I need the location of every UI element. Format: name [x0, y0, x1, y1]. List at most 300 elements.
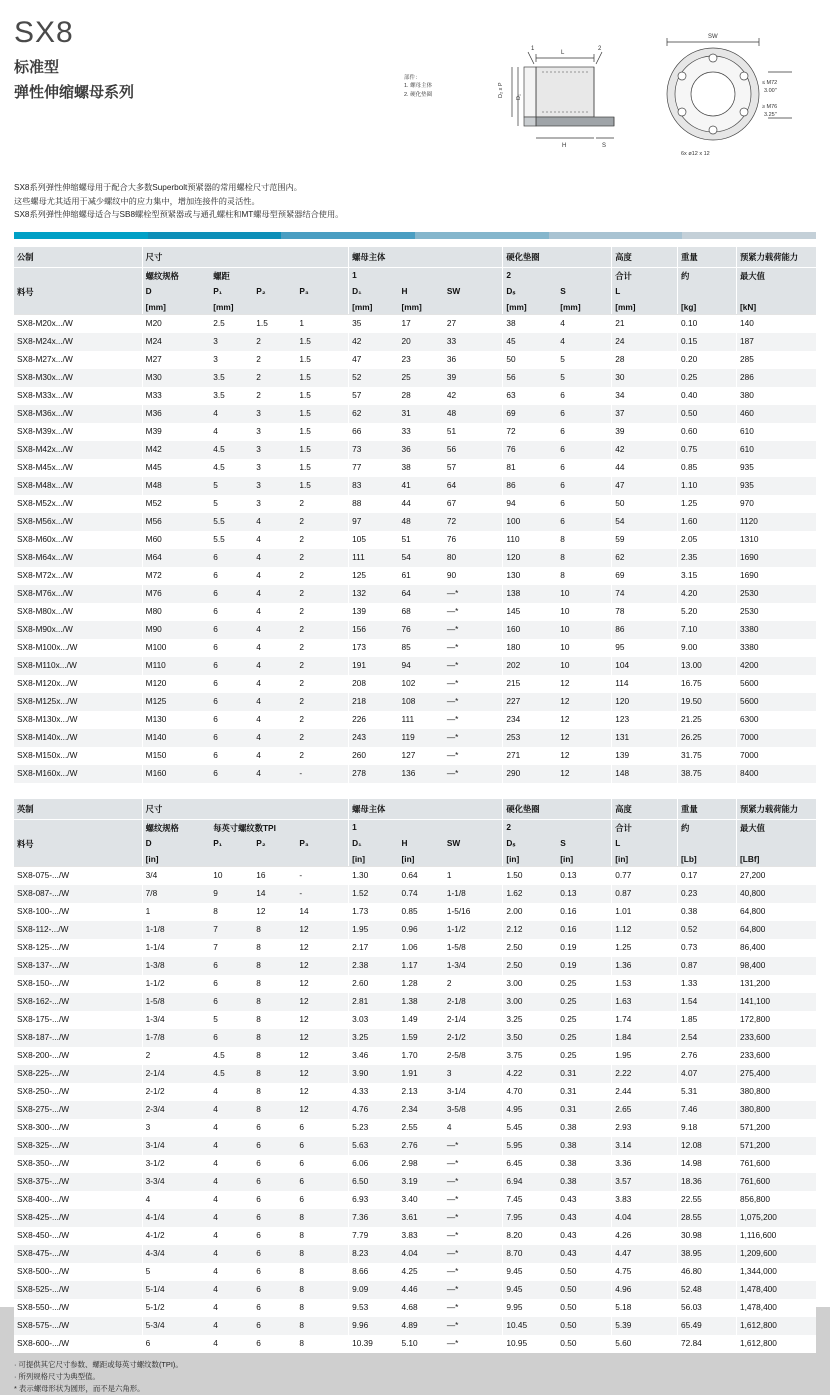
metric-subheader-thread: 螺纹规格: [142, 268, 210, 285]
table-cell: M56: [142, 513, 210, 531]
table-cell: 9.18: [678, 1119, 737, 1137]
table-cell: 2-1/2: [142, 1083, 210, 1101]
table-cell: 39: [444, 369, 503, 387]
table-row: [14, 333, 816, 351]
table-cell: M27: [142, 351, 210, 369]
table-cell: 39: [612, 423, 678, 441]
table-cell: 7000: [737, 729, 817, 747]
table-cell: 102: [399, 675, 444, 693]
table-cell: 6.94: [503, 1173, 557, 1191]
product-drawing: [404, 22, 806, 162]
table-cell: 56: [503, 369, 557, 387]
table-cell: 3.25: [503, 1011, 557, 1029]
table-cell: 2: [296, 495, 348, 513]
table-cell: 4: [210, 1101, 253, 1119]
table-cell: 6: [253, 1173, 296, 1191]
table-cell: 761,600: [737, 1155, 817, 1173]
metric-header-weight: 重量: [678, 247, 737, 268]
table-cell: 160: [503, 621, 557, 639]
table-cell: SX8-325-.../W: [14, 1137, 142, 1155]
table-cell: 4.5: [210, 441, 253, 459]
table-cell: 1.70: [399, 1047, 444, 1065]
table-cell: SX8-M72x.../W: [14, 567, 142, 585]
table-cell: 1.50: [503, 867, 557, 886]
table-cell: M125: [142, 693, 210, 711]
table-cell: SX8-M150x.../W: [14, 747, 142, 765]
table-cell: —*: [444, 1137, 503, 1155]
table-cell: 2: [253, 351, 296, 369]
table-cell: 2.65: [612, 1101, 678, 1119]
table-cell: 1.28: [399, 975, 444, 993]
table-cell: 0.25: [557, 1029, 611, 1047]
footnote-line: · 所列规格尺寸为典型值。: [14, 1371, 100, 1381]
table-cell: 4.04: [399, 1245, 444, 1263]
table-cell: 52: [349, 369, 399, 387]
table-cell: 3/4: [142, 867, 210, 886]
table-cell: 54: [399, 549, 444, 567]
table-cell: 2: [296, 657, 348, 675]
table-cell: 3.83: [399, 1227, 444, 1245]
table-cell: —*: [444, 657, 503, 675]
table-cell: 4.25: [399, 1263, 444, 1281]
table-cell: 4: [210, 1209, 253, 1227]
table-cell: 0.50: [557, 1299, 611, 1317]
imperial-unit-d: [in]: [142, 852, 210, 867]
imperial-header-system: 英制: [14, 799, 142, 820]
table-cell: 10: [557, 621, 611, 639]
table-cell: —*: [444, 1317, 503, 1335]
table-cell: 1310: [737, 531, 817, 549]
table-cell: 4: [210, 1335, 253, 1353]
metric-unit-p: [mm]: [210, 300, 348, 315]
table-cell: SX8-M30x.../W: [14, 369, 142, 387]
table-cell: 1-3/4: [142, 1011, 210, 1029]
table-cell: 97: [349, 513, 399, 531]
table-cell: 1.63: [612, 993, 678, 1011]
table-cell: —*: [444, 639, 503, 657]
table-cell: —*: [444, 1335, 503, 1353]
table-cell: 4: [253, 711, 296, 729]
table-row: [14, 747, 816, 765]
table-cell: 10: [557, 639, 611, 657]
table-cell: 31: [399, 405, 444, 423]
table-row: [14, 1281, 816, 1299]
table-cell: M64: [142, 549, 210, 567]
table-cell: 6: [557, 495, 611, 513]
table-cell: 4: [142, 1191, 210, 1209]
table-cell: 6: [296, 1155, 348, 1173]
table-cell: 290: [503, 765, 557, 783]
table-cell: 2-3/4: [142, 1101, 210, 1119]
metric-col-d: D: [142, 284, 210, 300]
table-cell: 8: [253, 993, 296, 1011]
table-row: [14, 1263, 816, 1281]
imperial-table: [14, 799, 816, 1353]
table-cell: 131: [612, 729, 678, 747]
table-cell: 0.38: [678, 903, 737, 921]
table-cell: 6: [210, 639, 253, 657]
table-cell: 4: [210, 1173, 253, 1191]
table-cell: 275,400: [737, 1065, 817, 1083]
table-cell: 0.38: [557, 1155, 611, 1173]
table-cell: 1,612,800: [737, 1317, 817, 1335]
footnote-line: * 表示螺母形状为圆形，而不是六角形。: [14, 1383, 145, 1393]
table-cell: 2-1/4: [142, 1065, 210, 1083]
table-cell: 78: [612, 603, 678, 621]
table-cell: 12: [296, 1083, 348, 1101]
imperial-table-body: [14, 867, 816, 1354]
table-cell: 4.22: [503, 1065, 557, 1083]
table-cell: 1.5: [253, 315, 296, 334]
table-cell: 33: [444, 333, 503, 351]
table-cell: 136: [399, 765, 444, 783]
table-cell: 1.53: [612, 975, 678, 993]
table-cell: 2: [253, 333, 296, 351]
table-cell: 2: [296, 711, 348, 729]
table-cell: 380: [737, 387, 817, 405]
table-cell: M110: [142, 657, 210, 675]
table-cell: 38: [503, 315, 557, 334]
table-cell: 9.45: [503, 1263, 557, 1281]
table-cell: 6.45: [503, 1155, 557, 1173]
table-cell: 234: [503, 711, 557, 729]
table-cell: M60: [142, 531, 210, 549]
table-cell: 0.85: [678, 459, 737, 477]
table-cell: 132: [349, 585, 399, 603]
product-description: [0, 182, 830, 222]
table-cell: 0.38: [557, 1119, 611, 1137]
table-cell: 2: [296, 585, 348, 603]
table-cell: —*: [444, 621, 503, 639]
table-cell: 5: [210, 495, 253, 513]
table-cell: 1.5: [296, 477, 348, 495]
table-cell: 2-5/8: [444, 1047, 503, 1065]
metric-col-s: S: [557, 284, 611, 300]
table-cell: 0.25: [557, 993, 611, 1011]
table-cell: 1.10: [678, 477, 737, 495]
table-cell: 2.34: [399, 1101, 444, 1119]
table-cell: 86: [612, 621, 678, 639]
table-cell: 110: [503, 531, 557, 549]
table-cell: 57: [349, 387, 399, 405]
table-cell: 0.87: [678, 957, 737, 975]
table-cell: 1.49: [399, 1011, 444, 1029]
table-cell: 3.25: [349, 1029, 399, 1047]
table-cell: 0.10: [678, 315, 737, 334]
table-cell: 243: [349, 729, 399, 747]
table-row: [14, 585, 816, 603]
table-cell: 23: [399, 351, 444, 369]
table-cell: 4.75: [612, 1263, 678, 1281]
table-cell: 5.45: [503, 1119, 557, 1137]
table-cell: —*: [444, 765, 503, 783]
table-cell: 2.00: [503, 903, 557, 921]
table-cell: 1.95: [612, 1047, 678, 1065]
table-cell: 1,209,600: [737, 1245, 817, 1263]
table-cell: 86: [503, 477, 557, 495]
table-cell: 1.5: [296, 369, 348, 387]
table-cell: 856,800: [737, 1191, 817, 1209]
table-cell: —*: [444, 1281, 503, 1299]
table-cell: 3.19: [399, 1173, 444, 1191]
table-cell: 761,600: [737, 1173, 817, 1191]
table-cell: 119: [399, 729, 444, 747]
table-cell: SX8-550-.../W: [14, 1299, 142, 1317]
table-cell: 8.23: [349, 1245, 399, 1263]
table-cell: —*: [444, 585, 503, 603]
table-cell: 3.5: [210, 369, 253, 387]
table-cell: 0.17: [678, 867, 737, 886]
table-cell: 52.48: [678, 1281, 737, 1299]
table-cell: 4: [253, 567, 296, 585]
imperial-subheader-tpi: 每英寸螺纹数TPI: [210, 820, 348, 837]
table-cell: 4: [253, 693, 296, 711]
table-row: [14, 1065, 816, 1083]
table-row: [14, 657, 816, 675]
table-cell: 0.64: [399, 867, 444, 886]
table-cell: 47: [349, 351, 399, 369]
table-cell: 8: [296, 1227, 348, 1245]
table-cell: M120: [142, 675, 210, 693]
table-cell: 62: [612, 549, 678, 567]
table-cell: 7.95: [503, 1209, 557, 1227]
table-cell: 2.76: [399, 1137, 444, 1155]
table-cell: M150: [142, 747, 210, 765]
table-cell: 59: [612, 531, 678, 549]
imperial-col-h: H: [399, 836, 444, 852]
table-cell: 6: [296, 1173, 348, 1191]
table-cell: 3: [444, 1065, 503, 1083]
table-cell: 68: [399, 603, 444, 621]
table-cell: SX8-M33x.../W: [14, 387, 142, 405]
table-cell: SX8-425-.../W: [14, 1209, 142, 1227]
table-cell: 6: [210, 693, 253, 711]
table-cell: 6: [296, 1119, 348, 1137]
table-row: [14, 387, 816, 405]
table-cell: 233,600: [737, 1047, 817, 1065]
table-cell: 4: [253, 603, 296, 621]
metric-unit-kn: [kN]: [737, 300, 817, 315]
table-cell: SX8-250-.../W: [14, 1083, 142, 1101]
table-cell: 4200: [737, 657, 817, 675]
table-cell: 1-1/2: [142, 975, 210, 993]
table-cell: 12.08: [678, 1137, 737, 1155]
metric-col-d1: D₁: [349, 284, 399, 300]
table-cell: 1.60: [678, 513, 737, 531]
table-cell: M33: [142, 387, 210, 405]
table-cell: 0.43: [557, 1245, 611, 1263]
metric-col-partno: 料号: [14, 284, 142, 300]
table-cell: 17: [399, 315, 444, 334]
table-cell: 1.95: [349, 921, 399, 939]
table-cell: SX8-M45x.../W: [14, 459, 142, 477]
table-cell: 3-5/8: [444, 1101, 503, 1119]
table-cell: SX8-475-.../W: [14, 1245, 142, 1263]
table-cell: 4: [210, 1317, 253, 1335]
table-cell: 37: [612, 405, 678, 423]
imperial-unit-lb: [Lb]: [678, 852, 737, 867]
table-row: [14, 621, 816, 639]
table-cell: 3: [253, 495, 296, 513]
table-cell: SX8-M64x.../W: [14, 549, 142, 567]
table-cell: 4.47: [612, 1245, 678, 1263]
table-cell: 2-1/2: [444, 1029, 503, 1047]
table-cell: 3: [253, 405, 296, 423]
table-cell: 1.5: [296, 351, 348, 369]
table-cell: 187: [737, 333, 817, 351]
table-cell: 3.15: [678, 567, 737, 585]
table-cell: 72.84: [678, 1335, 737, 1353]
table-cell: 8: [210, 903, 253, 921]
svg-text:2: 2: [598, 46, 602, 52]
table-cell: SX8-575-.../W: [14, 1317, 142, 1335]
table-cell: 1.5: [296, 441, 348, 459]
table-cell: 111: [399, 711, 444, 729]
table-cell: SX8-275-.../W: [14, 1101, 142, 1119]
table-cell: 16: [253, 867, 296, 886]
table-cell: 1.33: [678, 975, 737, 993]
table-cell: 2.81: [349, 993, 399, 1011]
table-cell: 12: [296, 921, 348, 939]
table-cell: 610: [737, 423, 817, 441]
table-cell: 111: [349, 549, 399, 567]
imperial-subheader-washer-num: 2: [503, 820, 612, 837]
table-cell: 5: [210, 477, 253, 495]
imperial-unit-lbf: [LBf]: [737, 852, 817, 867]
table-cell: SX8-162-.../W: [14, 993, 142, 1011]
table-cell: 25: [399, 369, 444, 387]
imperial-subheader-body-num: 1: [349, 820, 503, 837]
table-cell: 76: [503, 441, 557, 459]
table-cell: SX8-M56x.../W: [14, 513, 142, 531]
table-cell: 218: [349, 693, 399, 711]
table-cell: SX8-150-.../W: [14, 975, 142, 993]
svg-text:1: 1: [531, 46, 535, 52]
table-cell: 8: [296, 1263, 348, 1281]
table-cell: 0.16: [557, 903, 611, 921]
imperial-unit-ds: [in]: [503, 852, 557, 867]
table-cell: 6: [557, 477, 611, 495]
table-cell: 6: [210, 675, 253, 693]
table-cell: 0.60: [678, 423, 737, 441]
table-cell: 72: [444, 513, 503, 531]
table-row: [14, 459, 816, 477]
table-cell: 4: [210, 1137, 253, 1155]
table-cell: 12: [296, 1101, 348, 1119]
table-cell: -: [296, 867, 348, 886]
table-cell: 2.35: [678, 549, 737, 567]
table-cell: —*: [444, 675, 503, 693]
table-cell: 4: [253, 621, 296, 639]
table-cell: 72: [503, 423, 557, 441]
table-cell: 138: [503, 585, 557, 603]
imperial-col-partno: 料号: [14, 836, 142, 852]
metric-subheader-pitch: 螺距: [210, 268, 348, 285]
table-cell: 6: [296, 1191, 348, 1209]
table-cell: 35: [349, 315, 399, 334]
table-cell: 4.07: [678, 1065, 737, 1083]
table-cell: 7.46: [678, 1101, 737, 1119]
table-cell: 2: [296, 531, 348, 549]
table-cell: 3: [253, 441, 296, 459]
table-cell: —*: [444, 1191, 503, 1209]
table-cell: 5: [557, 351, 611, 369]
table-cell: 4: [253, 765, 296, 783]
metric-col-load: [737, 284, 817, 300]
table-cell: 215: [503, 675, 557, 693]
imperial-unit-blank: [14, 852, 142, 867]
table-cell: 1: [142, 903, 210, 921]
table-cell: SX8-075-.../W: [14, 867, 142, 886]
table-cell: 86,400: [737, 939, 817, 957]
table-cell: 145: [503, 603, 557, 621]
table-cell: 105: [349, 531, 399, 549]
table-cell: 2.50: [503, 957, 557, 975]
table-cell: SX8-M24x.../W: [14, 333, 142, 351]
table-cell: 36: [444, 351, 503, 369]
table-cell: 1.5: [296, 423, 348, 441]
table-row: [14, 675, 816, 693]
table-cell: SX8-500-.../W: [14, 1263, 142, 1281]
table-cell: 6: [253, 1155, 296, 1173]
table-cell: 6: [253, 1281, 296, 1299]
table-cell: 1-7/8: [142, 1029, 210, 1047]
table-cell: 460: [737, 405, 817, 423]
table-cell: 1.12: [612, 921, 678, 939]
table-cell: 6: [557, 405, 611, 423]
table-cell: 6: [210, 549, 253, 567]
table-cell: 12: [296, 975, 348, 993]
table-cell: 12: [557, 729, 611, 747]
table-cell: 156: [349, 621, 399, 639]
table-cell: 4-3/4: [142, 1245, 210, 1263]
table-cell: 3-3/4: [142, 1173, 210, 1191]
table-cell: 123: [612, 711, 678, 729]
table-cell: 8: [557, 567, 611, 585]
table-cell: 2: [296, 513, 348, 531]
table-cell: 10: [557, 657, 611, 675]
table-cell: 2: [296, 567, 348, 585]
table-cell: 54: [612, 513, 678, 531]
table-cell: 14: [296, 903, 348, 921]
imperial-header-washer: 硬化垫圈: [503, 799, 612, 820]
table-cell: 76: [399, 621, 444, 639]
table-cell: —*: [444, 747, 503, 765]
table-cell: 0.50: [678, 405, 737, 423]
table-cell: 2.93: [612, 1119, 678, 1137]
table-cell: 18.36: [678, 1173, 737, 1191]
table-cell: 1.5: [296, 387, 348, 405]
table-cell: 1: [296, 315, 348, 334]
table-cell: 6: [253, 1209, 296, 1227]
table-row: [14, 729, 816, 747]
table-cell: SX8-112-.../W: [14, 921, 142, 939]
table-cell: 5.63: [349, 1137, 399, 1155]
metric-table-body: [14, 315, 816, 784]
table-cell: 2: [296, 747, 348, 765]
table-cell: 6: [210, 711, 253, 729]
table-cell: 42: [444, 387, 503, 405]
table-cell: SX8-M80x.../W: [14, 603, 142, 621]
table-cell: 12: [557, 765, 611, 783]
imperial-col-d: D: [142, 836, 210, 852]
metric-unit-h: [mm]: [399, 300, 444, 315]
table-cell: SX8-M36x.../W: [14, 405, 142, 423]
table-row: [14, 885, 816, 903]
table-cell: 4: [253, 729, 296, 747]
table-cell: 5.5: [210, 531, 253, 549]
table-cell: 0.74: [399, 885, 444, 903]
